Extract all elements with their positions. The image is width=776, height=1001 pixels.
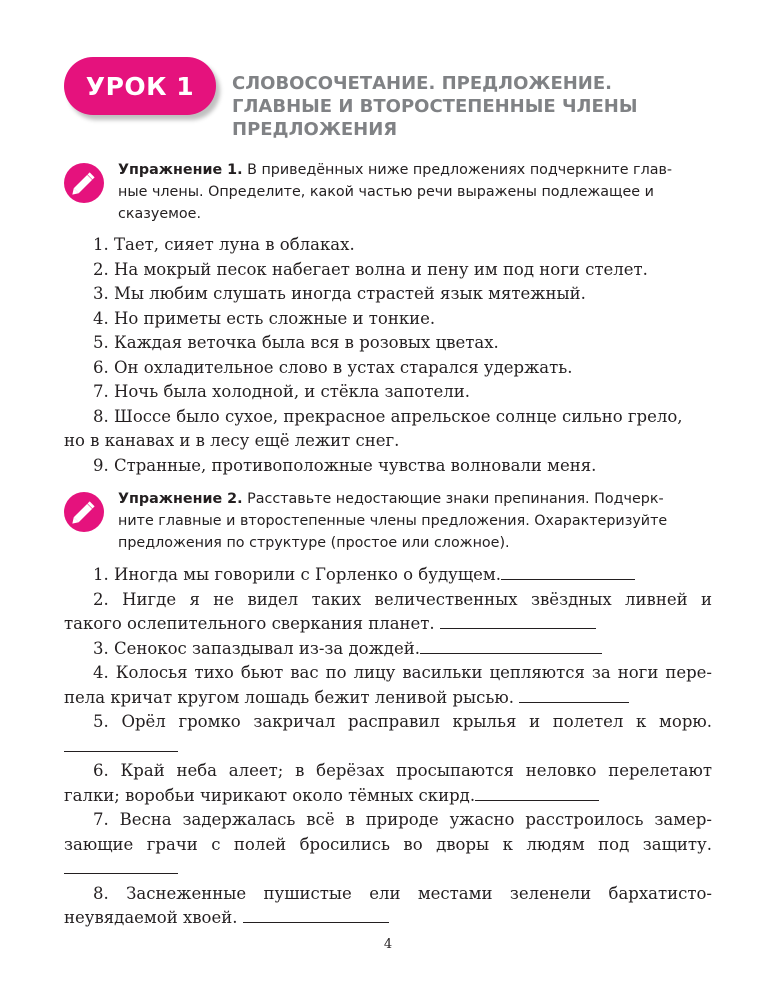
sentence: 1. Тает, сияет луна в облаках. bbox=[93, 235, 355, 254]
exercise-1-task bbox=[118, 159, 708, 225]
pencil-icon bbox=[64, 163, 104, 203]
exercise-2-task bbox=[118, 488, 708, 554]
exercise-label: Упражнение 2. bbox=[118, 491, 243, 507]
answer-blank[interactable] bbox=[440, 612, 596, 629]
exercise-1-sentences bbox=[64, 233, 712, 478]
task-text: ные члены. Определите, какой частью речи выражены подлежащее и bbox=[118, 184, 654, 200]
answer-blank[interactable] bbox=[420, 637, 602, 654]
sentence: 7. Весна задержалась всё в природе ужасно расстроилось замер- bbox=[93, 810, 712, 829]
task-text: Расставьте недостающие знаки препинания. Подчерк- bbox=[242, 491, 664, 507]
answer-line bbox=[64, 857, 712, 882]
sentence: 8. Заснеженные пушистые ели местами зеленели бархатисто- bbox=[93, 883, 712, 903]
task-text: предложения по структуре (простое или сложное). bbox=[118, 535, 510, 551]
page-number: 4 bbox=[383, 937, 393, 952]
sentence: 4. Но приметы есть сложные и тонкие. bbox=[93, 308, 436, 328]
lesson-title-line: ПРЕДЛОЖЕНИЯ bbox=[232, 119, 398, 140]
answer-blank[interactable] bbox=[64, 735, 178, 752]
sentence: 3. Сенокос запаздывал из-за дождей. bbox=[64, 637, 712, 662]
answer-blank[interactable] bbox=[519, 686, 629, 703]
sentence: 2. На мокрый песок набегает волна и пену им под ноги стелет. bbox=[93, 259, 648, 279]
task-text: ните главные и второстепенные члены предложения. Охарактеризуйте bbox=[118, 513, 668, 529]
sentence: 3. Мы любим слушать иногда страстей язык мятежный. bbox=[93, 284, 586, 303]
answer-line bbox=[64, 735, 712, 760]
sentence: такого ослепительного сверкания планет. bbox=[64, 612, 712, 637]
sentence: 6. Край неба алеет; в берёзах просыпаются неловко перелетают bbox=[93, 761, 712, 780]
answer-blank[interactable] bbox=[243, 906, 389, 923]
sentence: галки; воробьи чирикают около тёмных скирд. bbox=[64, 784, 712, 809]
sentence: пела кричат кругом лошадь бежит ленивой рысью. bbox=[64, 686, 712, 711]
sentence: 5. Каждая веточка была вся в розовых цветах. bbox=[93, 333, 499, 352]
answer-blank[interactable] bbox=[475, 784, 599, 801]
sentence: но в канавах и в лесу ещё лежит снег. bbox=[64, 431, 400, 450]
sentence: зающие грачи с полей бросились во дворы к людям под защиту. bbox=[64, 834, 712, 854]
sentence: неувядаемой хвоей. bbox=[64, 906, 712, 931]
sentence: 1. Иногда мы говорили с Горленко о будущем. bbox=[64, 563, 712, 588]
answer-blank[interactable] bbox=[501, 563, 635, 580]
task-text: В приведённых ниже предложениях подчеркните глав- bbox=[242, 162, 673, 178]
lesson-badge: УРОК 1 bbox=[64, 57, 216, 115]
lesson-title bbox=[232, 72, 702, 141]
exercise-label: Упражнение 1. bbox=[118, 162, 243, 178]
pencil-icon bbox=[64, 492, 104, 532]
sentence: 2. Нигде я не видел таких величественных звёздных ливней и bbox=[93, 589, 712, 609]
sentence: 5. Орёл громко закричал расправил крылья и полетел к морю. bbox=[93, 712, 712, 731]
exercise-2-sentences bbox=[64, 563, 712, 931]
sentence: 8. Шоссе было сухое, прекрасное апрельское солнце сильно грело, bbox=[93, 406, 683, 426]
sentence: 7. Ночь была холодной, и стёкла запотели. bbox=[93, 382, 470, 401]
task-text: сказуемое. bbox=[118, 206, 201, 222]
lesson-title-line: СЛОВОСОЧЕТАНИЕ. ПРЕДЛОЖЕНИЕ. bbox=[232, 73, 613, 94]
lesson-title-line: ГЛАВНЫЕ И ВТОРОСТЕПЕННЫЕ ЧЛЕНЫ bbox=[232, 96, 638, 117]
answer-blank[interactable] bbox=[64, 857, 178, 874]
sentence: 6. Он охладительное слово в устах старался удержать. bbox=[93, 357, 573, 377]
sentence: 9. Странные, противоположные чувства волновали меня. bbox=[93, 455, 597, 475]
sentence: 4. Колосья тихо бьют вас по лицу васильки цепляются за ноги пере- bbox=[93, 663, 712, 682]
